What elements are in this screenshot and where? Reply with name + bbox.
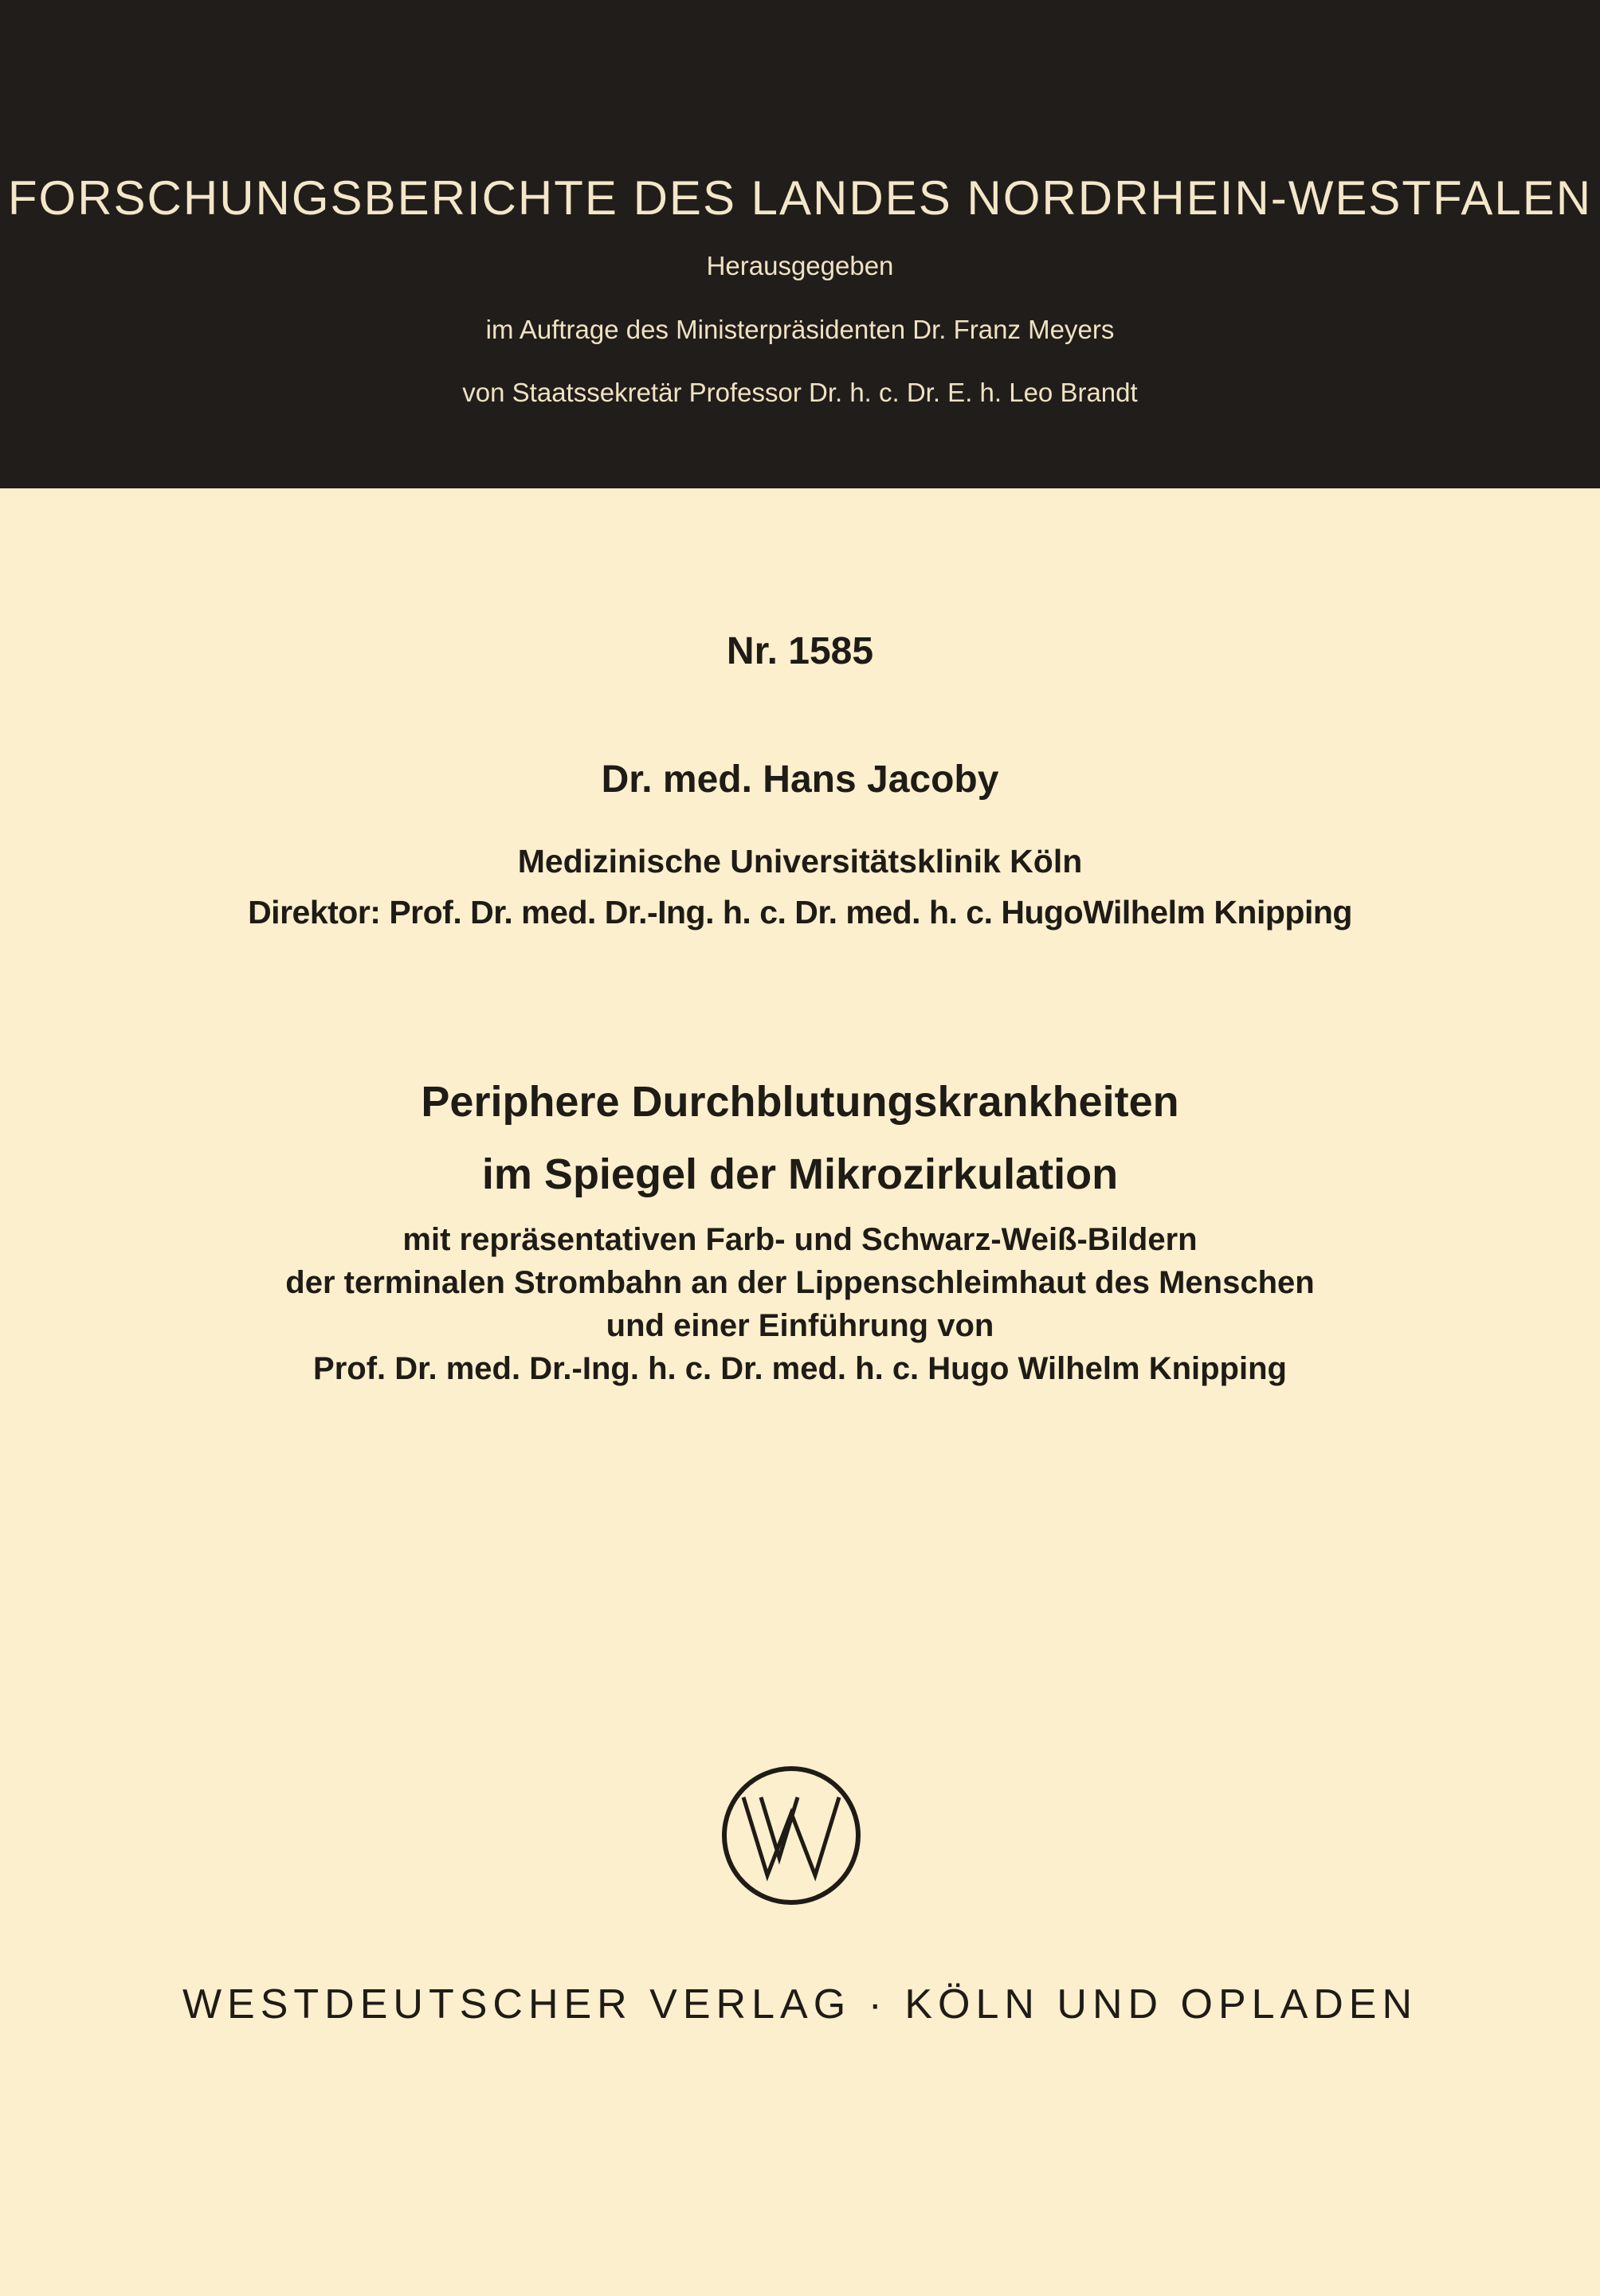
wv-logo-icon	[720, 1764, 863, 1907]
subtitle-line-4: Prof. Dr. med. Dr.-Ing. h. c. Dr. med. h. c. Hugo Wilhelm Knipping	[313, 1351, 1287, 1386]
header-band	[0, 0, 1600, 488]
editor-line-1: Herausgegeben	[706, 251, 894, 280]
editor-line-2: im Auftrage des Ministerpräsidenten Dr. Franz Meyers	[485, 315, 1115, 344]
title-line-1: Periphere Durchblutungskrankheiten	[421, 1078, 1179, 1126]
title-line-2: im Spiegel der Mikrozirkulation	[481, 1150, 1119, 1198]
director-line: Direktor: Prof. Dr. med. Dr.-Ing. h. c. Dr. med. h. c. HugoWilhelm Knipping	[248, 894, 1352, 931]
subtitle-line-3: und einer Einführung von	[606, 1308, 994, 1343]
subtitle-line-2: der terminalen Strombahn an der Lippenschleimhaut des Menschen	[285, 1265, 1315, 1300]
author-name: Dr. med. Hans Jacoby	[601, 758, 999, 801]
publisher-line: WESTDEUTSCHER VERLAG · KÖLN UND OPLADEN	[182, 1981, 1418, 2028]
report-number: Nr. 1585	[726, 630, 874, 672]
editor-line-3: von Staatssekretär Professor Dr. h. c. Dr. E. h. Leo Brandt	[462, 378, 1138, 407]
subtitle-line-1: mit repräsentativen Farb- und Schwarz-Weiß-Bildern	[402, 1222, 1198, 1257]
series-title: FORSCHUNGSBERICHTE DES LANDES NORDRHEIN-WESTFALEN	[7, 171, 1593, 225]
institution: Medizinische Universitätsklinik Köln	[517, 843, 1083, 880]
